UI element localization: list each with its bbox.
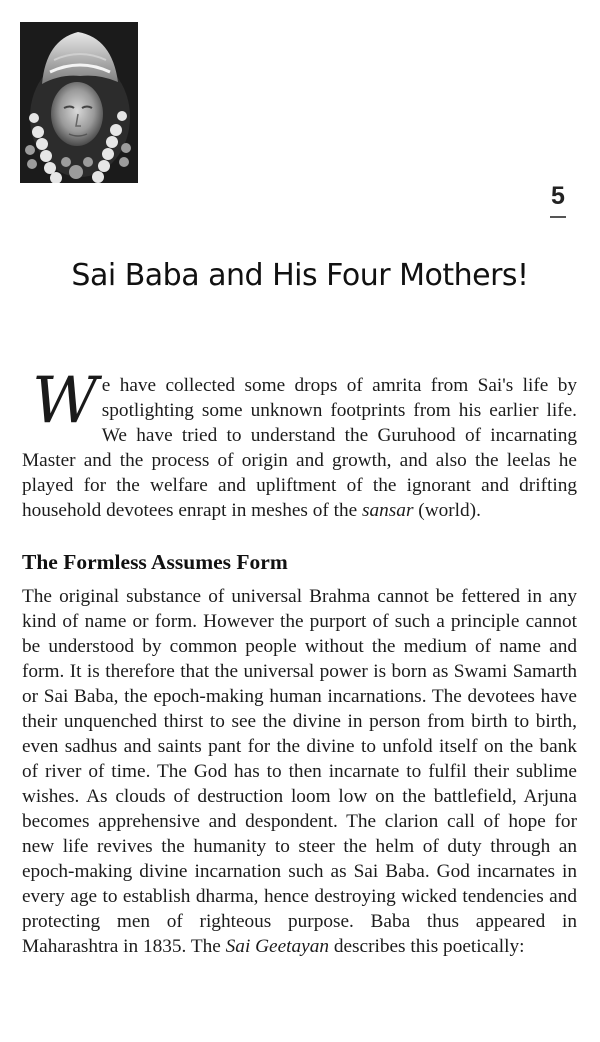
intro-italic-term: sansar: [362, 500, 414, 521]
intro-paragraph: [22, 364, 577, 523]
chapter-title: Sai Baba and His Four Mothers!: [71, 258, 529, 293]
intro-text-end: (world).: [413, 500, 481, 521]
sai-baba-portrait-icon: [20, 22, 138, 183]
section-paragraph: [22, 584, 577, 959]
section-heading: The Formless Assumes Form: [22, 550, 288, 574]
intro-text: e have collected some drops of amrita from Sai's life by spotlighting some unknown footprints from his earlier life. We have tried to understand the Guruhood of incarnating Master and the process of origin and growth, and also the leelas he played for the welfare and upliftment of the ignorant and drifting household devotees enrapt in meshes of the: [22, 375, 577, 521]
section-text: The original substance of universal Brahma cannot be fettered in any kind of name or form. However the purport of such a principle cannot be understood by common people without the medium of name and form. It is therefore that the universal power is born as Swami Samarth or Sai Baba, the epoch-making human incarnations. The devotees have their unquenched thirst to see the divine in person from birth to birth, even sadhus and saints pant for the divine to unfold itself on the bank of river of time. The God has to then incarnate to fulfil their sublime wishes. As clouds of destruction loom low on the battlefield, Arjuna becomes apprehensive and despondent. The clarion call of hope for new life revives the humanity to steer the helm of duty through an epoch-making divine incarnation such as Sai Baba. God incarnates in every age to establish dharma, hence destroying wicked tendencies and protecting men of righteous purpose. Baba thus appeared in Maharashtra in 1835. The: [22, 586, 577, 957]
portrait-photo: [20, 22, 138, 183]
drop-cap: W: [32, 364, 98, 438]
chapter-number: 5: [546, 182, 570, 218]
section-text-end: describes this poetically:: [329, 936, 525, 957]
section-italic-title: Sai Geetayan: [225, 936, 329, 957]
